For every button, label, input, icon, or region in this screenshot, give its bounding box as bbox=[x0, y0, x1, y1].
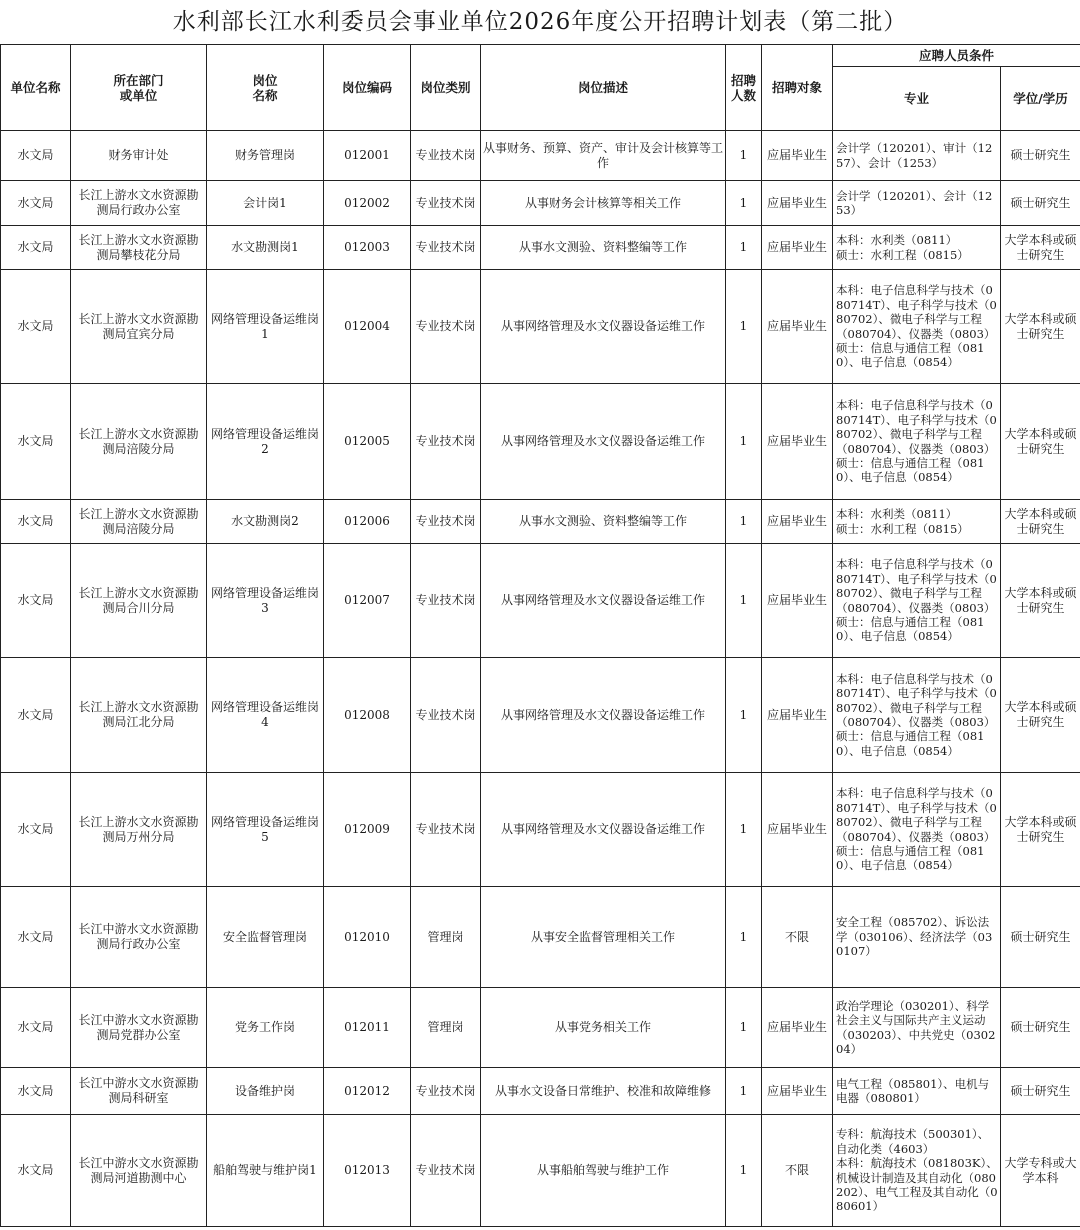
cell-major: 本科：水利类（0811） 硕士：水利工程（0815） bbox=[833, 500, 1001, 544]
cell-description: 从事水文设备日常维护、校准和故障维修 bbox=[481, 1068, 726, 1115]
cell-code: 012002 bbox=[324, 181, 411, 226]
cell-category: 专业技术岗 bbox=[411, 1115, 481, 1227]
cell-category: 专业技术岗 bbox=[411, 226, 481, 270]
cell-unit: 水文局 bbox=[1, 887, 71, 988]
cell-target: 应届毕业生 bbox=[762, 500, 833, 544]
cell-count: 1 bbox=[726, 384, 762, 500]
cell-dept: 长江中游水文水资源勘测局党群办公室 bbox=[71, 988, 207, 1068]
cell-target: 应届毕业生 bbox=[762, 658, 833, 773]
header-code: 岗位编码 bbox=[324, 45, 411, 131]
cell-description: 从事党务相关工作 bbox=[481, 988, 726, 1068]
cell-count: 1 bbox=[726, 887, 762, 988]
cell-degree: 硕士研究生 bbox=[1001, 1068, 1080, 1115]
cell-count: 1 bbox=[726, 988, 762, 1068]
cell-dept: 长江上游水文水资源勘测局万州分局 bbox=[71, 773, 207, 887]
cell-post: 财务管理岗 bbox=[207, 131, 324, 181]
cell-unit: 水文局 bbox=[1, 773, 71, 887]
cell-description: 从事网络管理及水文仪器设备运维工作 bbox=[481, 773, 726, 887]
cell-dept: 长江上游水文水资源勘测局宜宾分局 bbox=[71, 270, 207, 384]
cell-unit: 水文局 bbox=[1, 131, 71, 181]
cell-code: 012008 bbox=[324, 658, 411, 773]
cell-description: 从事水文测验、资料整编等工作 bbox=[481, 500, 726, 544]
cell-unit: 水文局 bbox=[1, 544, 71, 658]
cell-description: 从事网络管理及水文仪器设备运维工作 bbox=[481, 544, 726, 658]
cell-count: 1 bbox=[726, 226, 762, 270]
table-row bbox=[1, 658, 1080, 773]
cell-dept: 长江中游水文水资源勘测局河道勘测中心 bbox=[71, 1115, 207, 1227]
cell-category: 专业技术岗 bbox=[411, 773, 481, 887]
table-row bbox=[1, 181, 1080, 226]
header-category: 岗位类别 bbox=[411, 45, 481, 131]
cell-category: 专业技术岗 bbox=[411, 500, 481, 544]
table-row bbox=[1, 773, 1080, 887]
cell-category: 专业技术岗 bbox=[411, 270, 481, 384]
cell-count: 1 bbox=[726, 658, 762, 773]
cell-unit: 水文局 bbox=[1, 500, 71, 544]
cell-description: 从事网络管理及水文仪器设备运维工作 bbox=[481, 384, 726, 500]
cell-unit: 水文局 bbox=[1, 270, 71, 384]
table-row bbox=[1, 988, 1080, 1068]
cell-degree: 硕士研究生 bbox=[1001, 887, 1080, 988]
cell-count: 1 bbox=[726, 544, 762, 658]
header-target: 招聘对象 bbox=[762, 45, 833, 131]
cell-target: 应届毕业生 bbox=[762, 226, 833, 270]
cell-code: 012003 bbox=[324, 226, 411, 270]
cell-dept: 长江中游水文水资源勘测局行政办公室 bbox=[71, 887, 207, 988]
cell-unit: 水文局 bbox=[1, 384, 71, 500]
cell-degree: 硕士研究生 bbox=[1001, 988, 1080, 1068]
header-count: 招聘 人数 bbox=[726, 45, 762, 131]
header-conditions: 应聘人员条件 bbox=[833, 45, 1080, 67]
cell-degree: 大学本科或硕士研究生 bbox=[1001, 226, 1080, 270]
cell-degree: 硕士研究生 bbox=[1001, 131, 1080, 181]
cell-post: 党务工作岗 bbox=[207, 988, 324, 1068]
cell-degree: 大学本科或硕士研究生 bbox=[1001, 658, 1080, 773]
header-major: 专业 bbox=[833, 67, 1001, 131]
cell-target: 应届毕业生 bbox=[762, 181, 833, 226]
cell-code: 012009 bbox=[324, 773, 411, 887]
cell-dept: 长江上游水文水资源勘测局江北分局 bbox=[71, 658, 207, 773]
cell-category: 专业技术岗 bbox=[411, 181, 481, 226]
cell-post: 网络管理设备运维岗3 bbox=[207, 544, 324, 658]
cell-unit: 水文局 bbox=[1, 1068, 71, 1115]
cell-unit: 水文局 bbox=[1, 988, 71, 1068]
cell-unit: 水文局 bbox=[1, 1115, 71, 1227]
header-degree: 学位/学历 bbox=[1001, 67, 1080, 131]
cell-unit: 水文局 bbox=[1, 226, 71, 270]
cell-code: 012012 bbox=[324, 1068, 411, 1115]
cell-target: 应届毕业生 bbox=[762, 384, 833, 500]
cell-category: 专业技术岗 bbox=[411, 544, 481, 658]
cell-code: 012006 bbox=[324, 500, 411, 544]
table-row bbox=[1, 1115, 1080, 1227]
cell-code: 012005 bbox=[324, 384, 411, 500]
cell-category: 专业技术岗 bbox=[411, 1068, 481, 1115]
cell-code: 012013 bbox=[324, 1115, 411, 1227]
cell-dept: 长江上游水文水资源勘测局行政办公室 bbox=[71, 181, 207, 226]
cell-unit: 水文局 bbox=[1, 181, 71, 226]
cell-category: 管理岗 bbox=[411, 988, 481, 1068]
page-title: 水利部长江水利委员会事业单位2026年度公开招聘计划表（第二批） bbox=[172, 9, 908, 35]
cell-dept: 长江中游水文水资源勘测局科研室 bbox=[71, 1068, 207, 1115]
cell-major: 本科：电子信息科学与技术（080714T）、电子科学与技术（080702）、微电子科学与工程（080704）、仪器类（0803） 硕士：信息与通信工程（0810）、电子信息（0854） bbox=[833, 658, 1001, 773]
header-dept: 所在部门 或单位 bbox=[71, 45, 207, 131]
cell-dept: 长江上游水文水资源勘测局攀枝花分局 bbox=[71, 226, 207, 270]
cell-post: 会计岗1 bbox=[207, 181, 324, 226]
cell-dept: 长江上游水文水资源勘测局合川分局 bbox=[71, 544, 207, 658]
cell-code: 012007 bbox=[324, 544, 411, 658]
cell-count: 1 bbox=[726, 131, 762, 181]
cell-description: 从事网络管理及水文仪器设备运维工作 bbox=[481, 658, 726, 773]
cell-degree: 大学本科或硕士研究生 bbox=[1001, 544, 1080, 658]
table-row bbox=[1, 544, 1080, 658]
cell-description: 从事网络管理及水文仪器设备运维工作 bbox=[481, 270, 726, 384]
recruitment-plan-table bbox=[0, 44, 1080, 1227]
cell-major: 本科：水利类（0811） 硕士：水利工程（0815） bbox=[833, 226, 1001, 270]
cell-dept: 长江上游水文水资源勘测局涪陵分局 bbox=[71, 384, 207, 500]
cell-target: 应届毕业生 bbox=[762, 544, 833, 658]
cell-major: 安全工程（085702）、诉讼法学（030106）、经济法学（030107） bbox=[833, 887, 1001, 988]
cell-post: 水文勘测岗1 bbox=[207, 226, 324, 270]
cell-target: 不限 bbox=[762, 1115, 833, 1227]
table-row bbox=[1, 887, 1080, 988]
cell-target: 应届毕业生 bbox=[762, 270, 833, 384]
cell-count: 1 bbox=[726, 500, 762, 544]
cell-target: 应届毕业生 bbox=[762, 773, 833, 887]
cell-major: 政治学理论（030201）、科学社会主义与国际共产主义运动（030203）、中共党史（030204） bbox=[833, 988, 1001, 1068]
cell-count: 1 bbox=[726, 773, 762, 887]
cell-major: 专科：航海技术（500301）、自动化类（4603） 本科：航海技术（081803K）、机械设计制造及其自动化（080202）、电气工程及其自动化（080601） bbox=[833, 1115, 1001, 1227]
cell-code: 012001 bbox=[324, 131, 411, 181]
table-body bbox=[1, 131, 1080, 1227]
cell-code: 012011 bbox=[324, 988, 411, 1068]
cell-major: 电气工程（085801）、电机与电器（080801） bbox=[833, 1068, 1001, 1115]
cell-post: 网络管理设备运维岗2 bbox=[207, 384, 324, 500]
cell-target: 应届毕业生 bbox=[762, 131, 833, 181]
cell-count: 1 bbox=[726, 181, 762, 226]
cell-post: 网络管理设备运维岗4 bbox=[207, 658, 324, 773]
cell-target: 应届毕业生 bbox=[762, 988, 833, 1068]
cell-dept: 长江上游水文水资源勘测局涪陵分局 bbox=[71, 500, 207, 544]
cell-major: 会计学（120201）、审计（1257）、会计（1253） bbox=[833, 131, 1001, 181]
cell-description: 从事财务、预算、资产、审计及会计核算等工作 bbox=[481, 131, 726, 181]
cell-degree: 大学专科或大学本科 bbox=[1001, 1115, 1080, 1227]
cell-target: 不限 bbox=[762, 887, 833, 988]
table-row bbox=[1, 131, 1080, 181]
cell-post: 水文勘测岗2 bbox=[207, 500, 324, 544]
cell-major: 本科：电子信息科学与技术（080714T）、电子科学与技术（080702）、微电子科学与工程（080704）、仪器类（0803） 硕士：信息与通信工程（0810）、电子信息（0854） bbox=[833, 773, 1001, 887]
cell-major: 本科：电子信息科学与技术（080714T）、电子科学与技术（080702）、微电子科学与工程（080704）、仪器类（0803） 硕士：信息与通信工程（0810）、电子信息（0854） bbox=[833, 544, 1001, 658]
cell-count: 1 bbox=[726, 1115, 762, 1227]
cell-code: 012004 bbox=[324, 270, 411, 384]
cell-description: 从事船舶驾驶与维护工作 bbox=[481, 1115, 726, 1227]
cell-count: 1 bbox=[726, 270, 762, 384]
cell-post: 船舶驾驶与维护岗1 bbox=[207, 1115, 324, 1227]
cell-major: 会计学（120201）、会计（1253） bbox=[833, 181, 1001, 226]
cell-degree: 大学本科或硕士研究生 bbox=[1001, 500, 1080, 544]
cell-category: 专业技术岗 bbox=[411, 384, 481, 500]
table-row bbox=[1, 384, 1080, 500]
cell-post: 网络管理设备运维岗5 bbox=[207, 773, 324, 887]
cell-degree: 大学本科或硕士研究生 bbox=[1001, 773, 1080, 887]
cell-degree: 大学本科或硕士研究生 bbox=[1001, 270, 1080, 384]
cell-description: 从事财务会计核算等相关工作 bbox=[481, 181, 726, 226]
cell-count: 1 bbox=[726, 1068, 762, 1115]
cell-description: 从事水文测验、资料整编等工作 bbox=[481, 226, 726, 270]
table-row bbox=[1, 500, 1080, 544]
table-row bbox=[1, 1068, 1080, 1115]
header-post: 岗位 名称 bbox=[207, 45, 324, 131]
cell-description: 从事安全监督管理相关工作 bbox=[481, 887, 726, 988]
cell-post: 安全监督管理岗 bbox=[207, 887, 324, 988]
cell-major: 本科：电子信息科学与技术（080714T）、电子科学与技术（080702）、微电子科学与工程（080704）、仪器类（0803） 硕士：信息与通信工程（0810）、电子信息（0854） bbox=[833, 270, 1001, 384]
cell-category: 专业技术岗 bbox=[411, 658, 481, 773]
table-row bbox=[1, 270, 1080, 384]
cell-dept: 财务审计处 bbox=[71, 131, 207, 181]
cell-post: 网络管理设备运维岗1 bbox=[207, 270, 324, 384]
cell-code: 012010 bbox=[324, 887, 411, 988]
table-row bbox=[1, 226, 1080, 270]
cell-unit: 水文局 bbox=[1, 658, 71, 773]
cell-degree: 硕士研究生 bbox=[1001, 181, 1080, 226]
cell-target: 应届毕业生 bbox=[762, 1068, 833, 1115]
cell-category: 专业技术岗 bbox=[411, 131, 481, 181]
cell-degree: 大学本科或硕士研究生 bbox=[1001, 384, 1080, 500]
cell-post: 设备维护岗 bbox=[207, 1068, 324, 1115]
header-description: 岗位描述 bbox=[481, 45, 726, 131]
cell-category: 管理岗 bbox=[411, 887, 481, 988]
cell-major: 本科：电子信息科学与技术（080714T）、电子科学与技术（080702）、微电子科学与工程（080704）、仪器类（0803） 硕士：信息与通信工程（0810）、电子信息（0854） bbox=[833, 384, 1001, 500]
header-unit: 单位名称 bbox=[1, 45, 71, 131]
